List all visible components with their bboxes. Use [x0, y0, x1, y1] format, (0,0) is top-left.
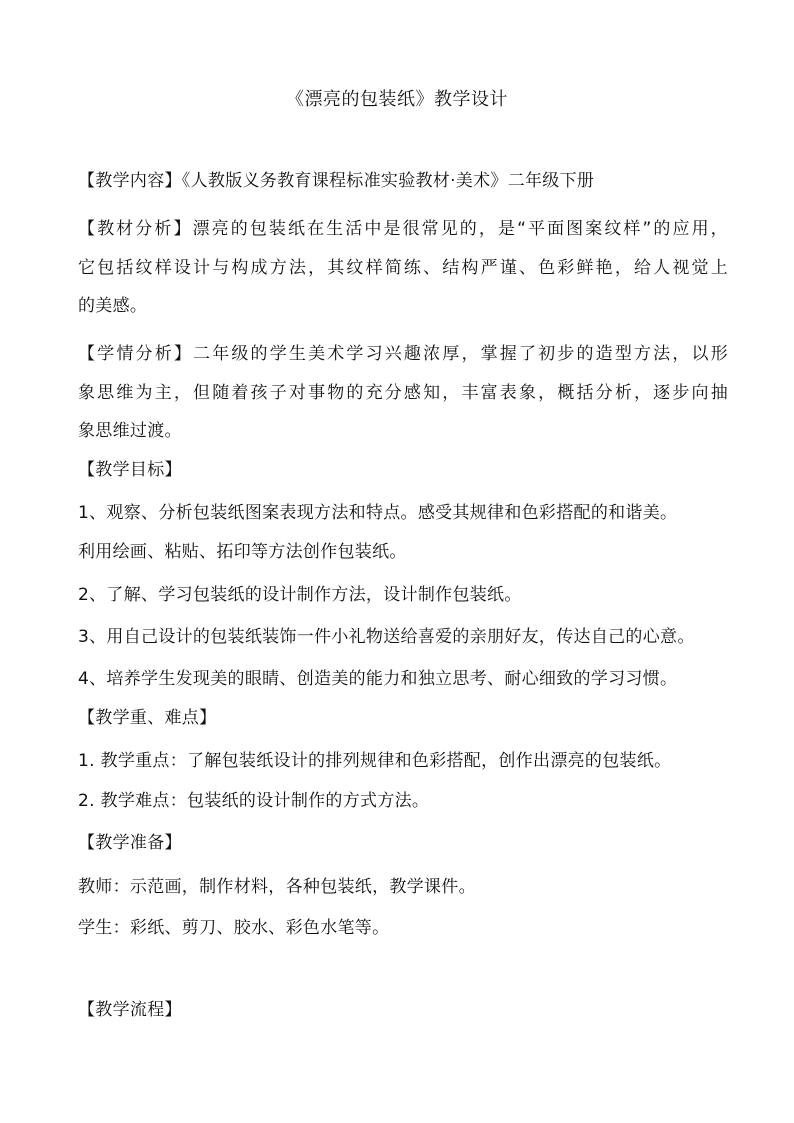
- goal-3: 3、用自己设计的包装纸装饰一件小礼物送给喜爱的亲朋好友，传达自己的心意。: [78, 627, 695, 647]
- document-title: 《漂亮的包装纸》教学设计: [286, 89, 508, 110]
- teaching-goals-heading: 【教学目标】: [78, 460, 182, 480]
- goal-4: 4、培养学生发现美的眼睛、创造美的能力和独立思考、耐心细致的学习习惯。: [78, 669, 678, 689]
- student-preparation: 学生：彩纸、剪刀、胶水、彩色水笔等。: [78, 918, 390, 938]
- teaching-content-line: 【教学内容】《人教版义务教育课程标准实验教材·美术》二年级下册: [78, 171, 595, 191]
- material-analysis-line-2: 它包括纹样设计与构成方法，其纹样简练、结构严谨、色彩鲜艳，给人视觉上: [78, 258, 728, 278]
- goal-2: 2、了解、学习包装纸的设计制作方法，设计制作包装纸。: [78, 585, 522, 605]
- key-point-2: 2. 教学难点：包装纸的设计制作的方式方法。: [78, 791, 430, 811]
- learner-analysis-line-3: 象思维过渡。: [78, 421, 182, 441]
- learner-analysis-line-1: 【学情分析】二年级的学生美术学习兴趣浓厚，掌握了初步的造型方法，以形: [78, 344, 728, 364]
- learner-analysis-line-2: 象思维为主，但随着孩子对事物的充分感知，丰富表象，概括分析，逐步向抽: [78, 383, 728, 403]
- teaching-process-heading: 【教学流程】: [78, 1000, 182, 1020]
- material-analysis-line-3: 的美感。: [78, 296, 148, 316]
- goal-1-line-1: 1、观察、分析包装纸图案表现方法和特点。感受其规律和色彩搭配的和谐美。: [78, 503, 678, 523]
- teacher-preparation: 教师：示范画，制作材料，各种包装纸，教学课件。: [78, 877, 476, 897]
- key-points-heading: 【教学重、难点】: [78, 708, 217, 728]
- key-point-1: 1. 教学重点：了解包装纸设计的排列规律和色彩搭配，创作出漂亮的包装纸。: [78, 751, 672, 771]
- material-analysis-line-1: 【教材分析】漂亮的包装纸在生活中是很常见的，是“平面图案纹样”的应用，: [78, 219, 728, 239]
- goal-1-line-2: 利用绘画、粘贴、拓印等方法创作包装纸。: [78, 542, 407, 562]
- preparation-heading: 【教学准备】: [78, 833, 182, 853]
